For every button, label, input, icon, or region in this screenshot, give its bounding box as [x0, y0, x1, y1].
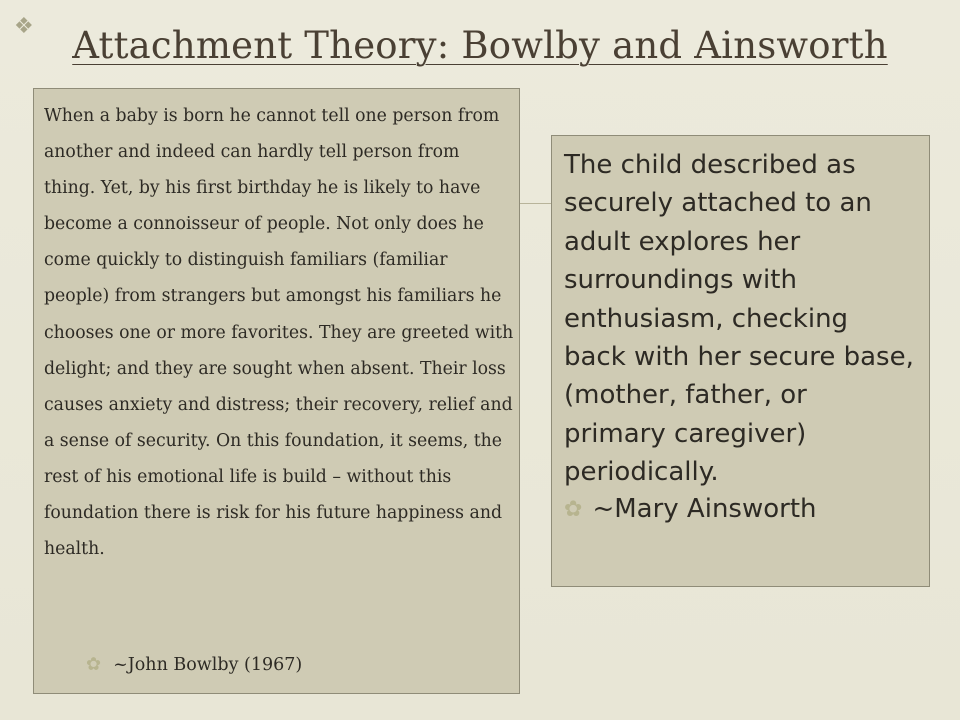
- ainsworth-quote-box: [551, 135, 930, 587]
- ornament-icon: ❖: [14, 14, 34, 39]
- ainsworth-attribution: [564, 494, 817, 524]
- ainsworth-attribution-text: ~Mary Ainsworth: [592, 494, 817, 524]
- connector-line: [520, 203, 554, 204]
- curl-bullet-icon: ✿: [564, 496, 583, 522]
- bowlby-quote-box: [33, 88, 520, 694]
- bowlby-quote-text: When a baby is born he cannot tell one person from another and indeed can hardly tell person from thing. Yet, by his first birthday he is likely to have become a connoisseur of people. Not only does he come quickly to distinguish familiars (familiar people) from strangers but amongst his familiars he chooses one or more favorites. They are greeted with delight; and they are sought when absent. Their loss causes anxiety and distress; their recovery, relief and a sense of security. On this foundation, it seems, the rest of his emotional life is build – without this foundation there is risk for his future happiness and health.: [44, 106, 514, 560]
- slide-title: Attachment Theory: Bowlby and Ainsworth: [72, 24, 888, 67]
- curl-bullet-icon: ✿: [86, 654, 102, 675]
- bowlby-attribution-text: ~John Bowlby (1967): [113, 654, 303, 675]
- bowlby-attribution: [86, 654, 302, 675]
- ainsworth-quote-text: The child described as securely attached to an adult explores her surroundings with enthusiasm, checking back with her secure base, (mother, father, or primary caregiver) periodically.: [564, 150, 914, 488]
